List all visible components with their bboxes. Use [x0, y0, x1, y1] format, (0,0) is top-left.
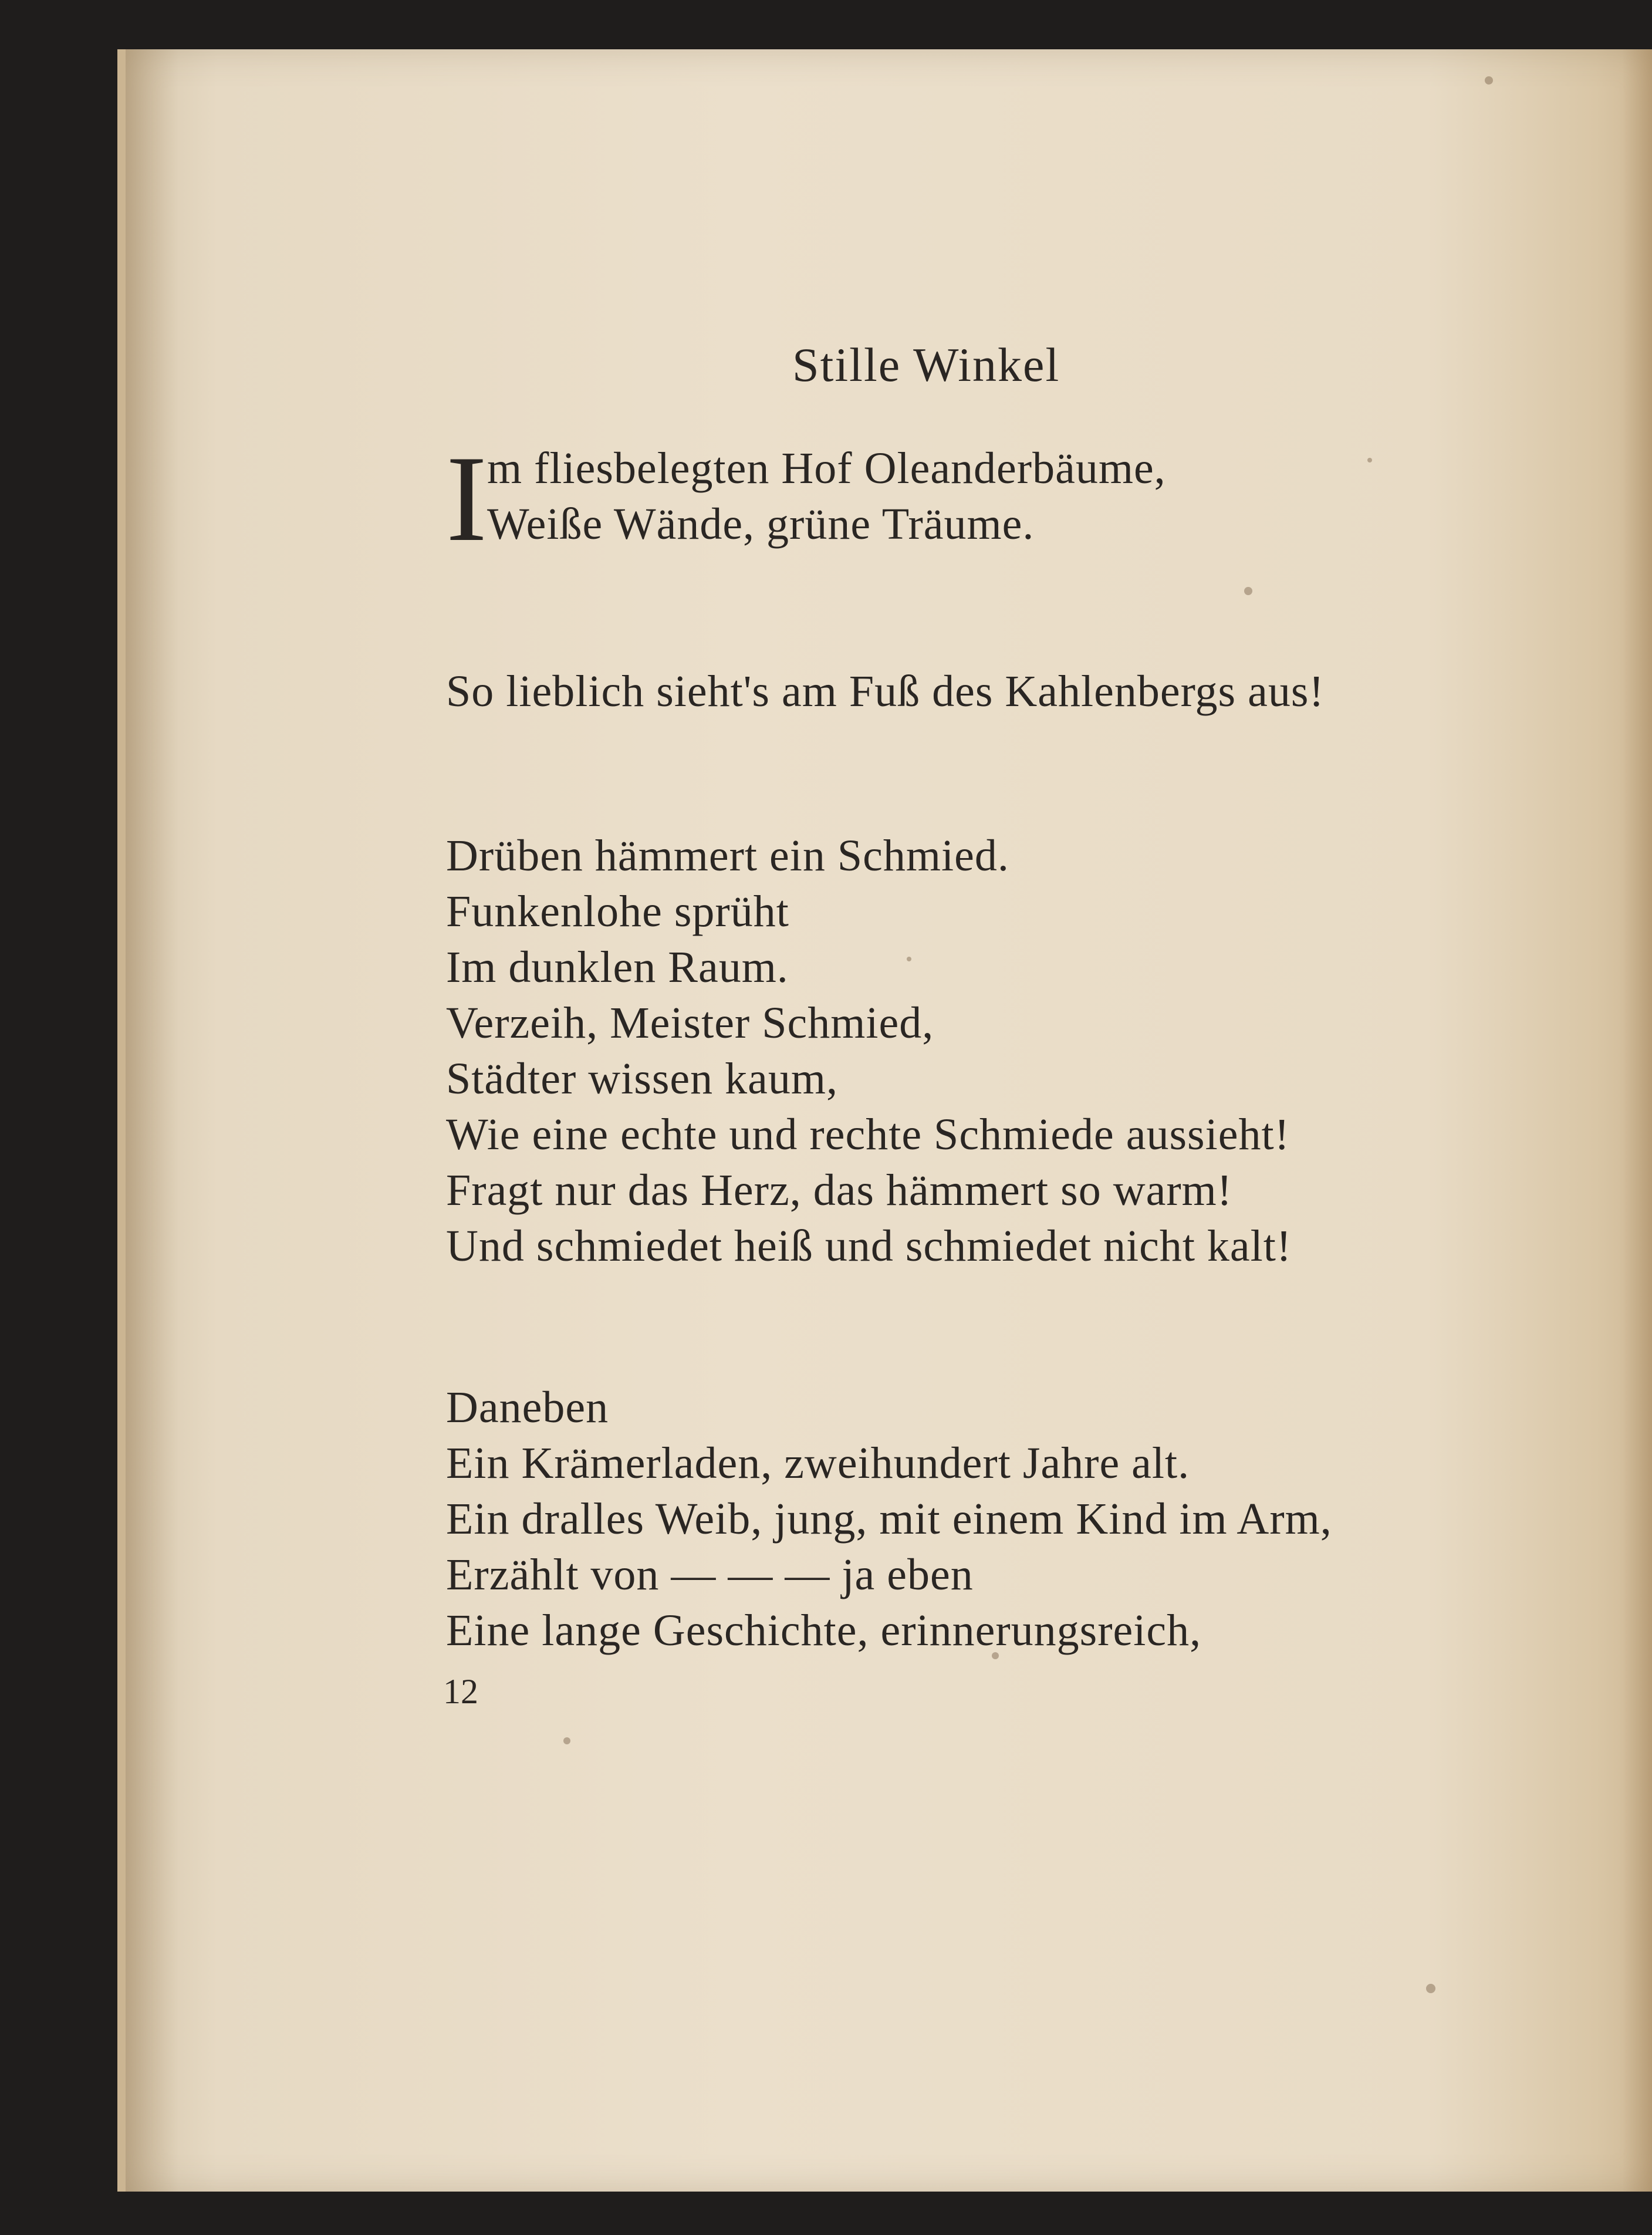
stanza3-line: Im dunklen Raum. [446, 943, 789, 992]
paper-speck [1485, 76, 1493, 85]
stanza3-line: Fragt nur das Herz, das hämmert so warm! [446, 1166, 1233, 1215]
stanza3-line: Städter wissen kaum, [446, 1054, 839, 1103]
stanza3-line: Drüben hämmert ein Schmied. [446, 831, 1009, 880]
poem-title: Stille Winkel [792, 338, 1060, 391]
stanza1-line1: m fliesbelegten Hof Oleanderbäume, [487, 444, 1166, 493]
paper-speck [992, 1652, 999, 1659]
paper-speck [1426, 1984, 1435, 1993]
stanza1-line2: Weiße Wände, grüne Träume. [487, 499, 1035, 549]
stanza3-line: Funkenlohe sprüht [446, 887, 789, 936]
stanza4-line: Ein dralles Weib, jung, mit einem Kind im Arm, [446, 1494, 1332, 1544]
stanza3-line: Verzeih, Meister Schmied, [446, 998, 934, 1048]
paper-speck [1244, 587, 1252, 595]
stanza4-line: Ein Krämerladen, zweihundert Jahre alt. [446, 1439, 1190, 1488]
stanza4-line: Eine lange Geschichte, erinnerungsreich, [446, 1606, 1202, 1655]
page-edge-shadow [1622, 49, 1652, 2192]
page-number: 12 [443, 1672, 478, 1711]
paper-speck [1367, 458, 1372, 462]
paper-speck [907, 957, 911, 961]
stanza4-line: Erzählt von — — — ja eben [446, 1550, 974, 1599]
stanza3-line: Wie eine echte und rechte Schmiede aussieht! [446, 1110, 1290, 1159]
stanza4-line: Daneben [446, 1383, 609, 1432]
stanza3-line: Und schmiedet heiß und schmiedet nicht kalt! [446, 1221, 1292, 1271]
stanza2-line1: So lieblich sieht's am Fuß des Kahlenbergs aus! [446, 667, 1325, 716]
paper-speck [563, 1737, 570, 1744]
drop-cap: I [446, 431, 487, 567]
